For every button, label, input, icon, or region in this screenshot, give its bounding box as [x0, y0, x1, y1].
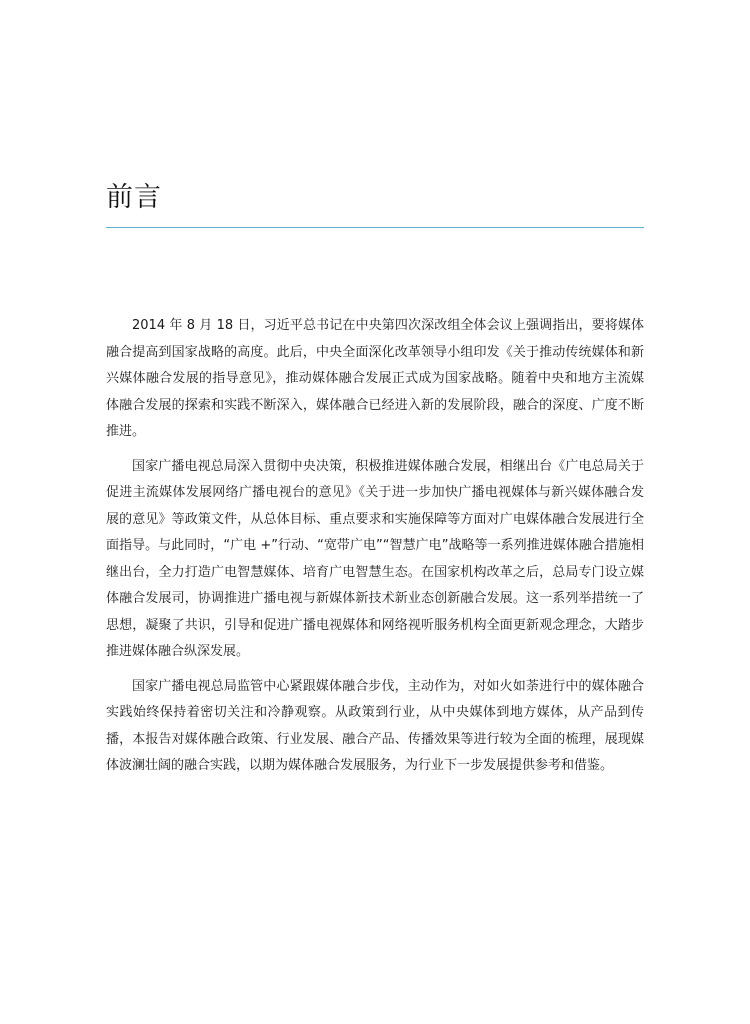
page-title: 前言 — [106, 182, 162, 213]
document-body — [106, 313, 644, 788]
paragraph-2: 国家广播电视总局深入贯彻中央决策，积极推进媒体融合发展，相继出台《广电总局关于促进主流媒体发展网络广播电视台的意见》《关于进一步加快广播电视媒体与新兴媒体融合发展的意见》等政策文件，从总体目标、重点要求和实施保障等方面对广电媒体融合发展进行全面指导。与此同时，“广电 +”行动、“宽带广电”“智慧广电”战略等一系列推进媒体融合措施相继出台，全力打造广电智慧媒体、培育广电智慧生态。在国家机构改革之后，总局专门设立媒体融合发展司，协调推进广播电视与新媒体新技术新业态创新融合发展。这一系列举措统一了思想，凝聚了共识，引导和促进广播电视媒体和网络视听服务机构全面更新观念理念，大踏步推进媒体融合纵深发展。 — [106, 458, 644, 659]
title-divider — [106, 227, 644, 228]
paragraph-1: 2014 年 8 月 18 日，习近平总书记在中央第四次深改组全体会议上强调指出，要将媒体融合提高到国家战略的高度。此后，中央全面深化改革领导小组印发《关于推动传统媒体和新兴媒体融合发展的指导意见》，推动媒体融合发展正式成为国家战略。随着中央和地方主流媒体融合发展的探索和实践不断深入，媒体融合已经进入新的发展阶段，融合的深度、广度不断推进。 — [106, 318, 644, 439]
paragraph-3: 国家广播电视总局监管中心紧跟媒体融合步伐，主动作为，对如火如荼进行中的媒体融合实践始终保持着密切关注和冷静观察。从政策到行业，从中央媒体到地方媒体，从产品到传播，本报告对媒体融合政策、行业发展、融合产品、传播效果等进行较为全面的梳理，展现媒体波澜壮阔的融合实践，以期为媒体融合发展服务，为行业下一步发展提供参考和借鉴。 — [106, 678, 644, 773]
